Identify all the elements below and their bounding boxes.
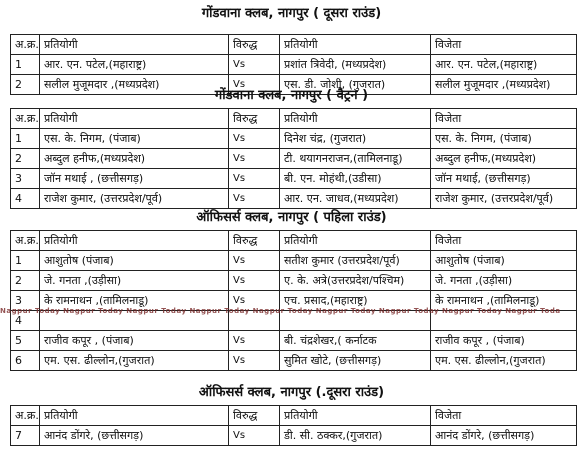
cell-winner: एस. के. निगम, (पंजाब)	[431, 129, 577, 149]
cell-serial: 5	[11, 331, 40, 351]
cell-versus: Vs	[229, 426, 280, 446]
watermark: Nagpur Today Nagpur Today Nagpur Today Nagpur Today Nagpur Today Nagpur Today Nagpur Today Nagpur Today Nagpur Toda	[0, 307, 561, 315]
cell-serial: 3	[11, 169, 40, 189]
cell-versus: Vs	[229, 271, 280, 291]
cell-winner: आनंद डोंगरे, (छत्तीसगड़)	[431, 426, 577, 446]
table-row	[11, 55, 577, 75]
cell-competitor: आर. एन. पटेल,(महाराष्ट्र)	[40, 55, 229, 75]
cell-competitor: एम. एस. ढील्लोन,(गुजरात)	[40, 351, 229, 371]
cell-competitor: एस. के. निगम, (पंजाब)	[40, 129, 229, 149]
header-versus: विरुद्ध	[229, 35, 280, 55]
cell-serial: 6	[11, 351, 40, 371]
header-competitor: प्रतियोगी	[40, 109, 229, 129]
cell-winner: जे. गनता ,(उड़ीसा)	[431, 271, 577, 291]
cell-competitor: आशुतोष (पंजाब)	[40, 251, 229, 271]
table-header-row	[11, 35, 577, 55]
table-row	[11, 251, 577, 271]
table-row	[11, 149, 577, 169]
cell-versus: Vs	[229, 55, 280, 75]
cell-competitor: सलील मुजूमदार ,(मध्यप्रदेश)	[40, 75, 229, 95]
header-winner: विजेता	[431, 406, 577, 426]
header-serial: अ.क्र.	[11, 231, 40, 251]
section-title-gondwana-veteran: गोंडवाना क्लब, नागपुर ( वैट्रन )	[214, 88, 369, 103]
cell-opponent: सतीश कुमार (उत्तरप्रदेश/पूर्व)	[280, 251, 431, 271]
table-row	[11, 426, 577, 446]
cell-competitor: राजीव कपूर , (पंजाब)	[40, 331, 229, 351]
header-serial: अ.क्र.	[11, 35, 40, 55]
cell-opponent: एच. प्रसाद,(महाराष्ट्र)	[280, 291, 431, 311]
table-header-row	[11, 406, 577, 426]
results-table-gondwana-round2	[10, 34, 577, 95]
cell-serial: 3	[11, 291, 40, 311]
cell-serial: 1	[11, 129, 40, 149]
results-table-gondwana-veteran	[10, 108, 577, 209]
cell-competitor: जॉन मथाई , (छत्तीसगड़)	[40, 169, 229, 189]
cell-winner: राजीव कपूर , (पंजाब)	[431, 331, 577, 351]
cell-opponent: ए. के. अत्रे(उत्तरप्रदेश/पश्चिम)	[280, 271, 431, 291]
header-serial: अ.क्र.	[11, 109, 40, 129]
table-row	[11, 169, 577, 189]
table-header-row	[11, 231, 577, 251]
cell-versus: Vs	[229, 169, 280, 189]
header-opponent: प्रतियोगी	[280, 406, 431, 426]
cell-opponent: सुमित खोटे, (छत्तीसगड़)	[280, 351, 431, 371]
header-winner: विजेता	[431, 231, 577, 251]
cell-versus: Vs	[229, 75, 280, 95]
table-row	[11, 351, 577, 371]
cell-competitor: राजेश कुमार, (उत्तरप्रदेश/पूर्व)	[40, 189, 229, 209]
cell-versus: Vs	[229, 251, 280, 271]
header-versus: विरुद्ध	[229, 109, 280, 129]
header-opponent: प्रतियोगी	[280, 35, 431, 55]
cell-versus: Vs	[229, 291, 280, 311]
cell-versus: Vs	[229, 351, 280, 371]
header-competitor: प्रतियोगी	[40, 35, 229, 55]
table-header-row	[11, 109, 577, 129]
cell-opponent: डी. सी. ठक्कर,(गुजरात)	[280, 426, 431, 446]
cell-serial: 4	[11, 189, 40, 209]
cell-opponent: प्रशांत त्रिवेदी, (मध्यप्रदेश)	[280, 55, 431, 75]
cell-serial: 2	[11, 75, 40, 95]
table-row	[11, 189, 577, 209]
header-competitor: प्रतियोगी	[40, 406, 229, 426]
cell-winner: सलील मुजूमदार ,(मध्यप्रदेश)	[431, 75, 577, 95]
cell-winner: आशुतोष (पंजाब)	[431, 251, 577, 271]
header-versus: विरुद्ध	[229, 231, 280, 251]
cell-winner: राजेश कुमार, (उत्तरप्रदेश/पूर्व)	[431, 189, 577, 209]
cell-versus: Vs	[229, 149, 280, 169]
table-row	[11, 331, 577, 351]
cell-winner: आर. एन. पटेल,(महाराष्ट्र)	[431, 55, 577, 75]
results-table-officers-round1	[10, 230, 577, 371]
cell-competitor: अब्दुल हनीफ,(मध्यप्रदेश)	[40, 149, 229, 169]
cell-serial: 2	[11, 271, 40, 291]
cell-opponent: आर. एन. जाधव,(मध्यप्रदेश)	[280, 189, 431, 209]
header-versus: विरुद्ध	[229, 406, 280, 426]
cell-competitor: के रामनाथन ,(तामिलनाडू)	[40, 291, 229, 311]
section-title-officers-round2: ऑफिसर्स क्लब, नागपुर (.दूसरा राउंड)	[198, 385, 385, 400]
cell-serial: 1	[11, 55, 40, 75]
results-table-officers-round2	[10, 405, 577, 446]
cell-serial: 1	[11, 251, 40, 271]
cell-competitor: जे. गनता ,(उड़ीसा)	[40, 271, 229, 291]
section-title-officers-round1: ऑफिसर्स क्लब, नागपुर ( पहिला राउंड)	[196, 210, 387, 225]
cell-versus: Vs	[229, 189, 280, 209]
cell-opponent: बी. एन. मोहंथी,(उडीसा)	[280, 169, 431, 189]
cell-versus: Vs	[229, 129, 280, 149]
cell-versus: Vs	[229, 331, 280, 351]
header-competitor: प्रतियोगी	[40, 231, 229, 251]
header-opponent: प्रतियोगी	[280, 231, 431, 251]
cell-winner: के रामनाथन ,(तामिलनाडू)	[431, 291, 577, 311]
cell-serial: 2	[11, 149, 40, 169]
cell-opponent: बी. चंद्रशेखर,( कर्नाटक	[280, 331, 431, 351]
cell-winner: अब्दुल हनीफ,(मध्यप्रदेश)	[431, 149, 577, 169]
header-opponent: प्रतियोगी	[280, 109, 431, 129]
header-winner: विजेता	[431, 109, 577, 129]
cell-serial: 4	[11, 311, 40, 331]
cell-opponent: टी. थयागनराजन,(तामिलनाडू)	[280, 149, 431, 169]
cell-winner: एम. एस. ढील्लोन,(गुजरात)	[431, 351, 577, 371]
table-row	[11, 271, 577, 291]
cell-competitor: आनंद डोंगरे, (छत्तीसगड़)	[40, 426, 229, 446]
cell-serial: 7	[11, 426, 40, 446]
section-title-gondwana-round2: गोंडवाना क्लब, नागपुर ( दूसरा राउंड)	[201, 6, 382, 21]
table-row	[11, 129, 577, 149]
cell-winner: जॉन मथाई, (छत्तीसगड़)	[431, 169, 577, 189]
header-serial: अ.क्र.	[11, 406, 40, 426]
header-winner: विजेता	[431, 35, 577, 55]
cell-opponent: एस. डी. जोशी, (गुजरात)	[280, 75, 431, 95]
cell-opponent: दिनेश चंद्र, (गुजरात)	[280, 129, 431, 149]
